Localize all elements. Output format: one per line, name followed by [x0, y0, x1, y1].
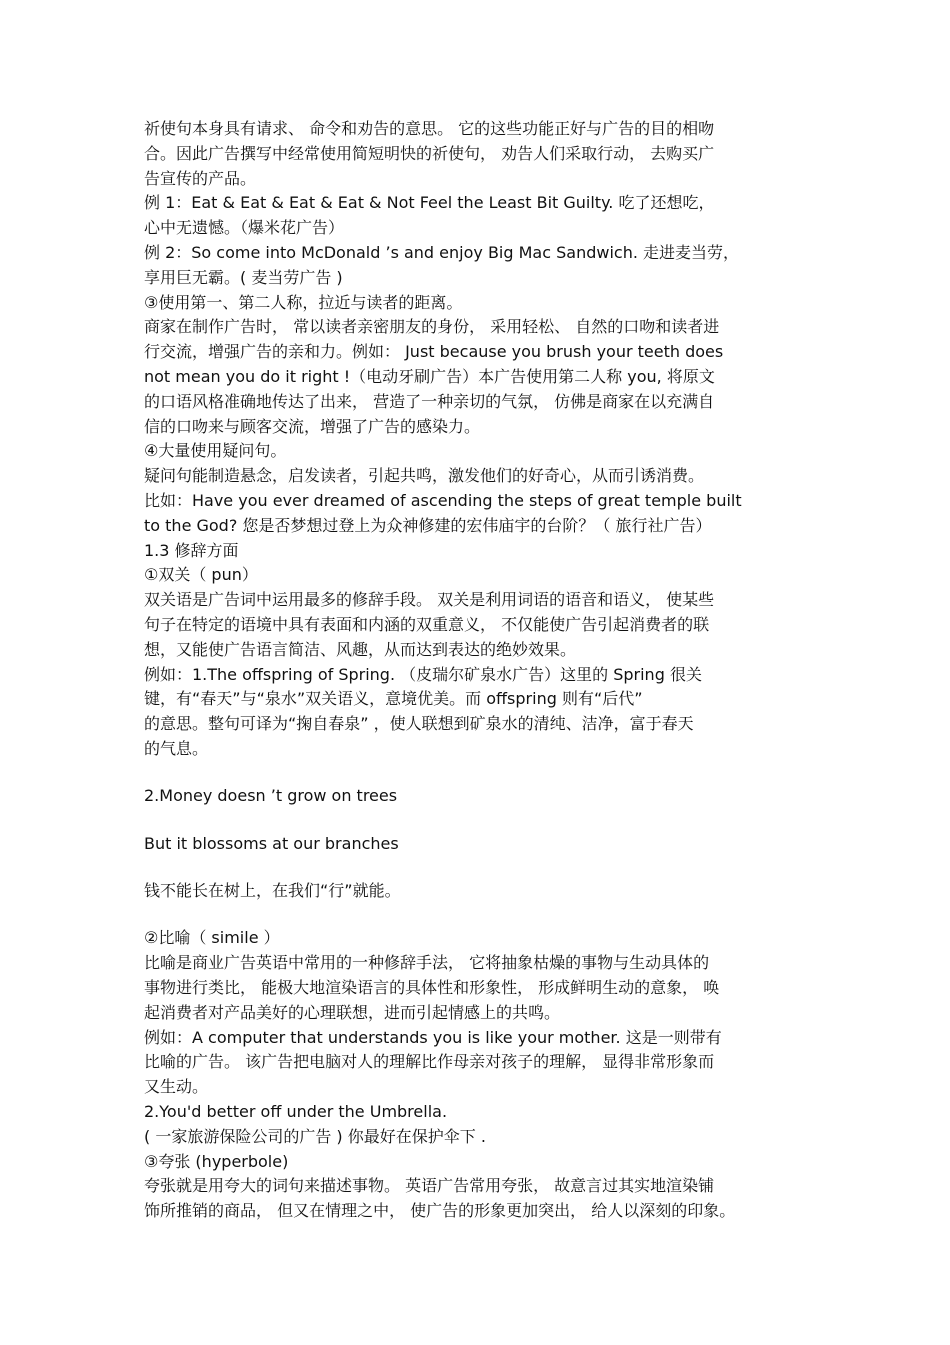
text-line: 例 1：Eat & Eat & Eat & Eat & Not Feel the Least Bit Guilty. 吃了还想吃， — [144, 193, 715, 213]
text-line: 合。因此广告撰写中经常使用简短明快的祈使句， 劝告人们采取行动， 去购买广 — [144, 143, 715, 163]
text-line: 句子在特定的语境中具有表面和内涵的双重意义， 不仅能使广告引起消费者的联 — [144, 614, 710, 634]
text-line: 的气息。 — [144, 738, 209, 758]
section-heading: ②比喻（ simile ） — [144, 928, 280, 948]
text-line: 的口语风格准确地传达了出来， 营造了一种亲切的气氛， 仿佛是商家在以充满自 — [144, 391, 715, 411]
text-line: to the God? 您是否梦想过登上为众神修建的宏伟庙宇的台阶？（ 旅行社广告） — [144, 515, 712, 535]
section-heading: ①双关（ pun） — [144, 565, 258, 585]
text-line: 行交流，增强广告的亲和力。例如： Just because you brush your teeth does — [144, 342, 724, 362]
text-line: not mean you do it right !（电动牙刷广告）本广告使用第二人称 you, 将原文 — [144, 366, 715, 386]
section-heading: ③使用第一、第二人称，拉近与读者的距离。 — [144, 292, 463, 312]
text-line: 告宣传的产品。 — [144, 168, 257, 188]
blank-line — [144, 809, 810, 832]
text-line: 起消费者对产品美好的心理联想，进而引起情感上的共鸣。 — [144, 1002, 561, 1022]
text-line: 心中无遗憾。（爆米花广告） — [144, 218, 345, 238]
text-line: 2.You'd better off under the Umbrella. — [144, 1102, 448, 1122]
text-line: But it blossoms at our branches — [144, 833, 399, 853]
text-line: 比如：Have you ever dreamed of ascending the steps of great temple built — [144, 490, 742, 510]
blank-line — [144, 762, 810, 785]
text-line: 钱不能长在树上，在我们“行”就能。 — [144, 881, 401, 901]
text-line: 享用巨无霸。( 麦当劳广告 ) — [144, 267, 343, 287]
blank-line — [144, 904, 810, 927]
text-line: 例 2：So come into McDonald ’s and enjoy Big Mac Sandwich. 走进麦当劳， — [144, 242, 740, 262]
text-line: 2.Money doesn ’t grow on trees — [144, 786, 398, 806]
section-heading: 1.3 修辞方面 — [144, 540, 239, 560]
text-line: 夸张就是用夸大的词句来描述事物。 英语广告常用夸张， 故意言过其实地渲染铺 — [144, 1176, 715, 1196]
text-line: 想，又能使广告语言简洁、风趣，从而达到表达的绝妙效果。 — [144, 639, 577, 659]
text-line: 又生动。 — [144, 1077, 209, 1097]
text-line: 疑问句能制造悬念，启发读者，引起共鸣，激发他们的好奇心，从而引诱消费。 — [144, 466, 705, 486]
text-line: 事物进行类比， 能极大地渲染语言的具体性和形象性， 形成鲜明生动的意象， 唤 — [144, 978, 720, 998]
text-line: 饰所推销的商品， 但又在情理之中， 使广告的形象更加突出， 给人以深刻的印象。 — [144, 1201, 736, 1221]
text-line: 双关语是广告词中运用最多的修辞手段。 双关是利用词语的语音和语义， 使某些 — [144, 590, 715, 610]
text-line: 比喻是商业广告英语中常用的一种修辞手法， 它将抽象枯燥的事物与生动具体的 — [144, 953, 710, 973]
document-body — [144, 117, 810, 1224]
text-line: 比喻的广告。 该广告把电脑对人的理解比作母亲对孩子的理解， 显得非常形象而 — [144, 1052, 715, 1072]
section-heading: ④大量使用疑问句。 — [144, 441, 287, 461]
text-line: 祈使句本身具有请求、 命令和劝告的意思。 它的这些功能正好与广告的目的相吻 — [144, 119, 715, 138]
text-line: 信的口吻来与顾客交流，增强了广告的感染力。 — [144, 416, 481, 436]
text-line: 例如：A computer that understands you is like your mother. 这是一则带有 — [144, 1027, 722, 1047]
text-line: 的意思。整句可译为“掬自春泉” ，使人联想到矿泉水的清纯、洁净，富于春天 — [144, 714, 694, 734]
text-line: 例如：1.The offspring of Spring. （皮瑞尔矿泉水广告）这里的 Spring 很关 — [144, 664, 702, 684]
blank-line — [144, 857, 810, 880]
text-line: 键，有“春天”与“泉水”双关语义，意境优美。而 offspring 则有“后代” — [144, 689, 643, 709]
text-line: ( 一家旅游保险公司的广告 ) 你最好在保护伞下 . — [144, 1126, 486, 1146]
text-line: 商家在制作广告时， 常以读者亲密朋友的身份， 采用轻松、 自然的口吻和读者进 — [144, 317, 720, 337]
section-heading: ③夸张 (hyperbole) — [144, 1151, 289, 1171]
